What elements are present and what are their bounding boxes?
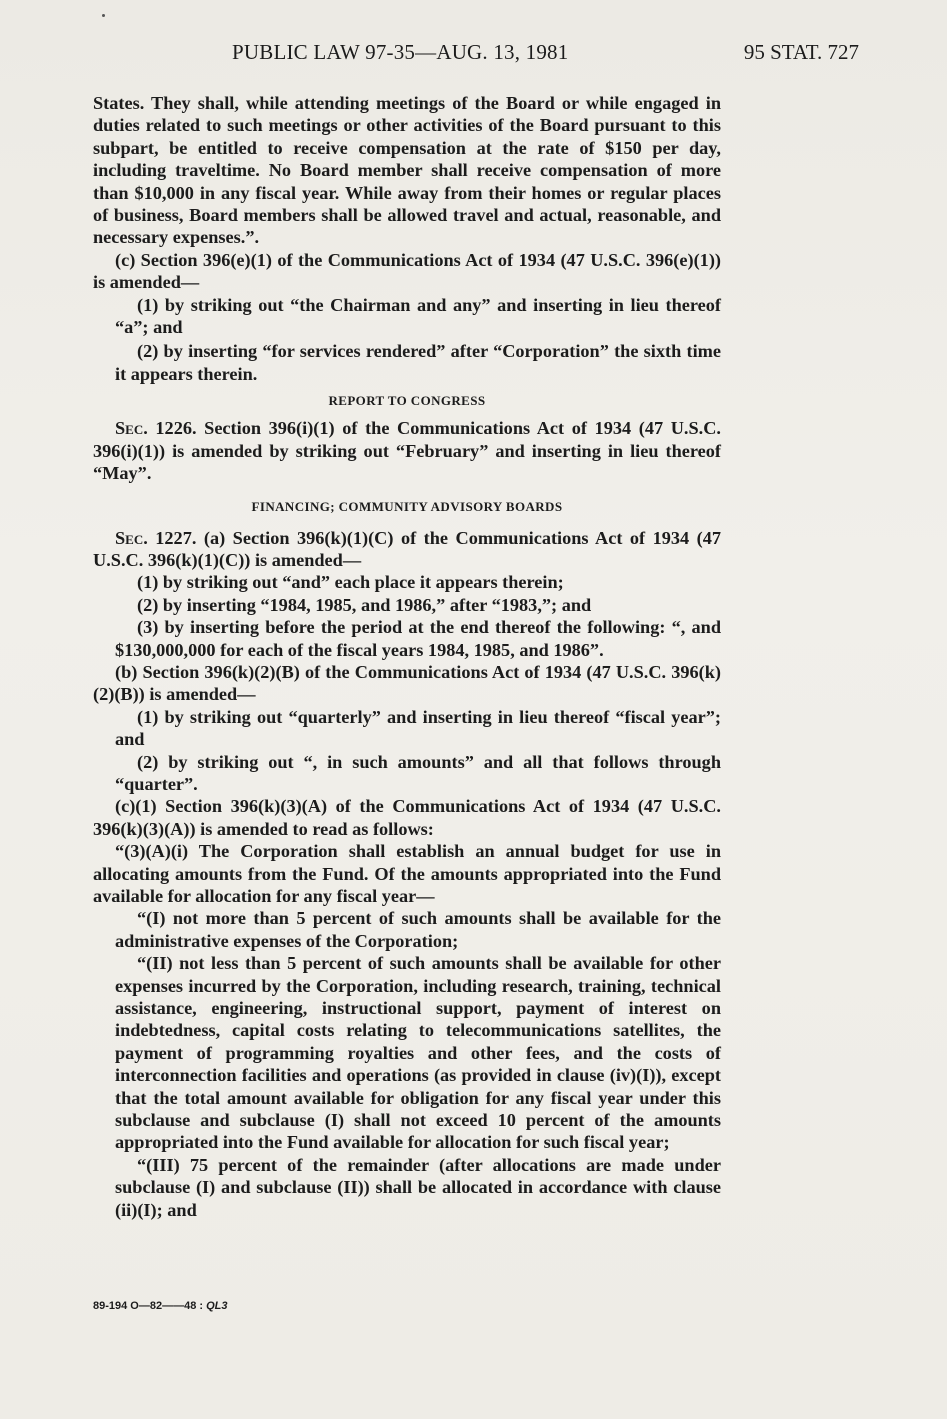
clause-b1: (1) by striking out “quarterly” and inserting in lieu thereof “fiscal year”; and: [115, 706, 721, 750]
document-body: [93, 92, 721, 1221]
clause-c1: (1) by striking out “the Chairman and any” and inserting in lieu thereof “a”; and: [115, 294, 721, 338]
clause-c2: (2) by inserting “for services rendered” after “Corporation” the sixth time it appears therein.: [115, 341, 721, 384]
clause-a1: (1) by striking out “and” each place it appears therein;: [137, 572, 564, 593]
section-1226: [93, 417, 721, 484]
clause-b2: (2) by striking out “, in such amounts” and all that follows through “quarter”.: [115, 751, 721, 794]
footer-code-italic: QL3: [206, 1300, 228, 1312]
paragraph-c1-intro: (c)(1) Section 396(k)(3)(A) of the Communications Act of 1934 (47 U.S.C. 396(k)(3)(A)) is amended to read as follows:: [93, 796, 721, 839]
subclause-II: “(II) not less than 5 percent of such amounts shall be available for other expenses incurred by the Corporation, including research, training, technical assistance, engineering, instructional support, payment of interest on indebtedness, capital costs relating to telecommunications satellites, the payment of programming royalties and other fees, and the costs of interconnection facilities and operations (as provided in clause (iv)(I)), except that the total amount available for obligation for any fiscal year under this subclause and subclause (I) shall not exceed 10 percent of the amounts appropriated into the Fund available for allocation for such fiscal year;: [115, 953, 721, 1153]
section-1227: [93, 527, 721, 572]
heading-report-to-congress: REPORT TO CONGRESS: [328, 393, 486, 409]
heading-financing: FINANCING; COMMUNITY ADVISORY BOARDS: [251, 498, 563, 514]
section-label: Sec.: [115, 418, 148, 439]
paragraph-board-compensation: States. They shall, while attending meetings of the Board or while engaged in duties related to such meetings or other activities of the Board pursuant to this subpart, be entitled to receive compensation at the rate of $150 per day, including traveltime. No Board member shall receive compensation of more than $10,000 in any fiscal year. While away from their homes or regular places of business, Board members shall be allowed travel and actual, reasonable, and necessary expenses.”.: [93, 93, 721, 248]
footer-code: 89-194 O—82——48 :: [93, 1300, 207, 1312]
paragraph-c-intro: (c) Section 396(e)(1) of the Communications Act of 1934 (47 U.S.C. 396(e)(1)) is amended—: [93, 249, 721, 293]
subclause-III: “(III) 75 percent of the remainder (after allocations are made under subclause (I) and subclause (II)) shall be allocated in accordance with clause (ii)(I); and: [115, 1154, 721, 1220]
section-label: Sec.: [115, 527, 148, 548]
header-title: PUBLIC LAW 97-35—AUG. 13, 1981: [232, 40, 569, 64]
section-1227-text: 1227. (a) Section 396(k)(1)(C) of the Communications Act of 1934 (47 U.S.C. 396(k)(1)(C)) is amended—: [93, 527, 721, 570]
section-1226-text: 1226. Section 396(i)(1) of the Communications Act of 1934 (47 U.S.C. 396(i)(1)) is amended by striking out “February” and inserting in lieu thereof “May”.: [93, 418, 721, 484]
page-footer: [93, 1300, 228, 1312]
clause-a3: (3) by inserting before the period at the end thereof the following: “, and $130,000,000 for each of the fiscal years 1984, 1985, and 1986”.: [115, 617, 721, 660]
page-header: [0, 40, 947, 72]
subclause-I: “(I) not more than 5 percent of such amounts shall be available for the administrative expenses of the Corporation;: [115, 908, 721, 951]
scan-speck: [102, 14, 105, 17]
clause-a2: (2) by inserting “1984, 1985, and 1986,” after “1983,”; and: [137, 594, 592, 615]
header-stat: 95 STAT. 727: [743, 40, 859, 64]
paragraph-b-intro: (b) Section 396(k)(2)(B) of the Communications Act of 1934 (47 U.S.C. 396(k)(2)(B)) is amended—: [93, 661, 721, 705]
quoted-3a: “(3)(A)(i) The Corporation shall establish an annual budget for use in allocating amounts from the Fund. Of the amounts appropriated into the Fund available for allocation for any fiscal year—: [93, 841, 721, 906]
